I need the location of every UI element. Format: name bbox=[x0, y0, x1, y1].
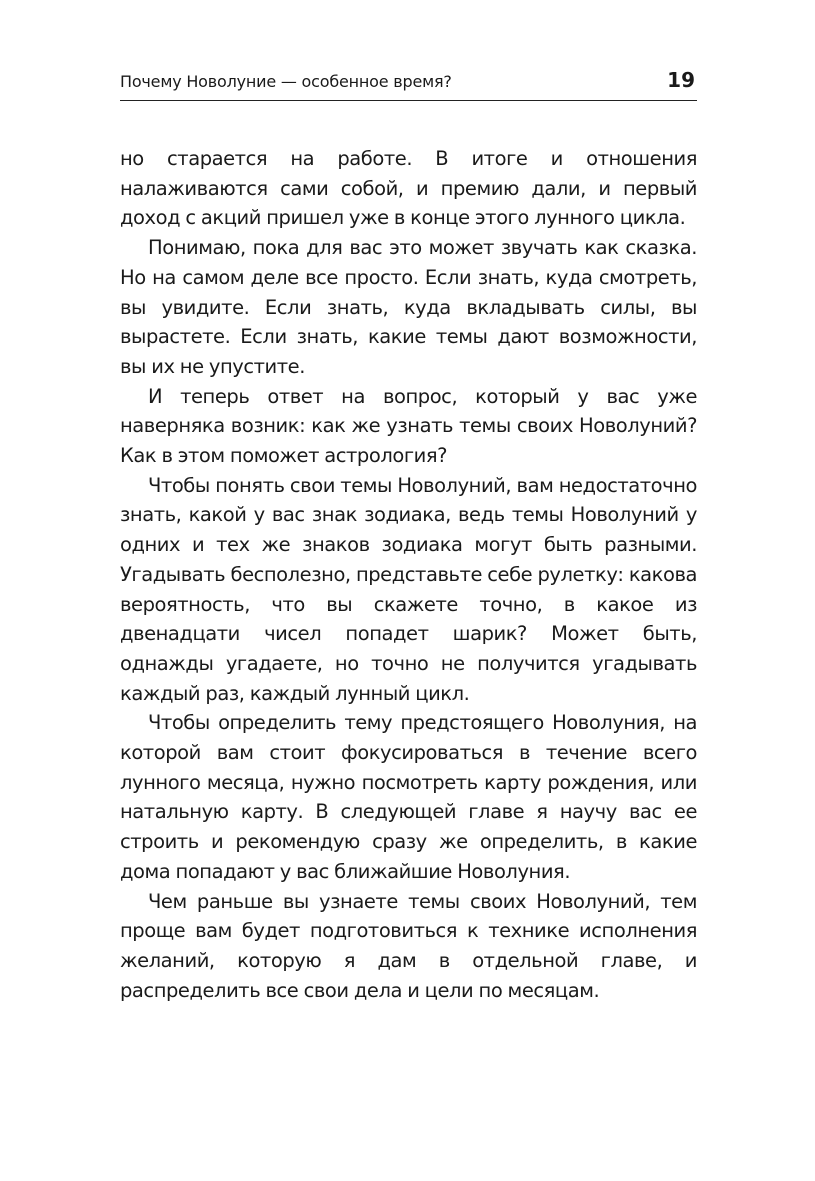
paragraph: И теперь ответ на вопрос, который у вас уже наверняка возник: как же узнать темы своих Новолуний? Как в этом поможет астрология? bbox=[120, 384, 697, 468]
paragraph: Чем раньше вы узнаете темы своих Новолуний, тем проще вам будет подготовиться к технике исполнения желаний, которую я дам в отдельной главе, и распределить все свои дела и цели по месяцам. bbox=[120, 889, 697, 1002]
paragraph: Понимаю, пока для вас это может звучать как сказка. Но на самом деле все просто. Если знать, куда смотреть, вы увидите. Если знать, куда вкладывать силы, вы вырастете. Если знать, какие темы дают возможности, вы их не упустите. bbox=[120, 236, 697, 378]
chapter-title: Почему Новолуние — особенное время? bbox=[120, 72, 452, 91]
paragraph: Чтобы понять свои темы Новолуний, вам недостаточно знать, какой у вас знак зодиака, ведь темы Новолуний у одних и тех же знаков зодиака могут быть разными. Угадывать бесполезно, представьте себе рулетку: какова вероятность, что вы скажете точно, в какое из двенадцати чисел попадет шарик? Может быть, однажды угадаете, но точно не получится угадывать каждый раз, каждый лунный цикл. bbox=[120, 473, 697, 705]
paragraph-continuation: но старается на работе. В итоге и отношения налаживаются сами собой, и премию дали, и первый доход с акций пришел уже в конце этого лунного цикла. bbox=[120, 147, 697, 230]
page-number: 19 bbox=[667, 68, 695, 92]
paragraph: Чтобы определить тему предстоящего Новолуния, на которой вам стоит фокусироваться в течение всего лунного месяца, нужно посмотреть карту рождения, или натальную карту. В следующей главе я научу вас ее строить и рекомендую сразу же определить, в какие дома попадают у вас ближайшие Новолуния. bbox=[120, 711, 697, 883]
body-text bbox=[120, 144, 697, 1005]
running-header bbox=[120, 68, 697, 101]
